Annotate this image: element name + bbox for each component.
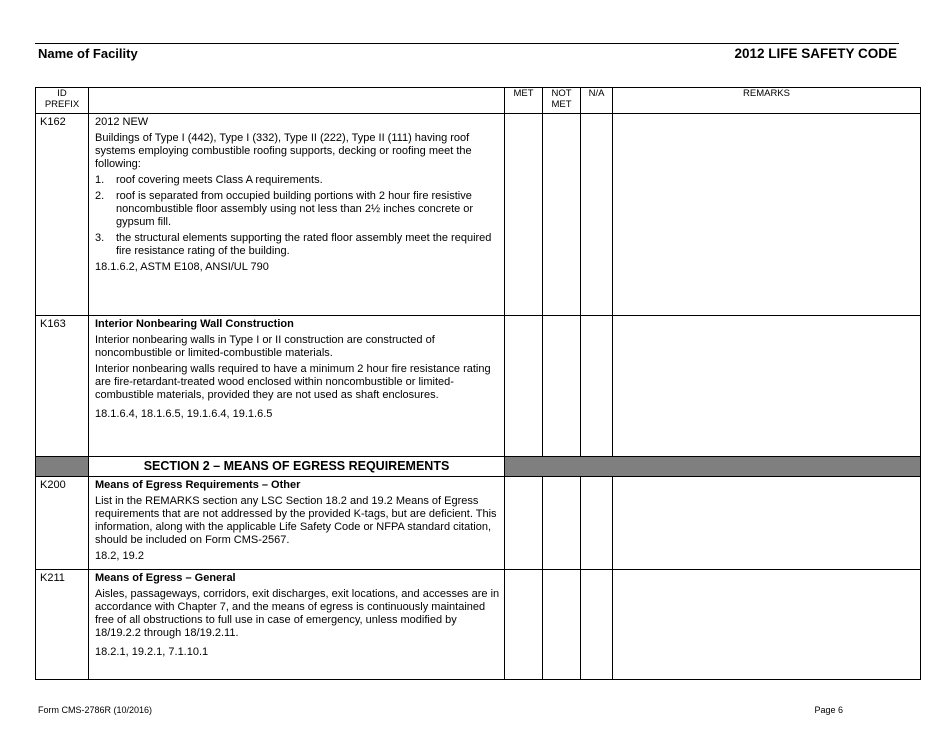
header-rule [35,43,899,44]
col-met: MET [505,88,543,114]
table-row-k200 [36,477,921,570]
section-shade-left [36,457,89,477]
col-na: N/A [581,88,613,114]
list-item [95,174,500,187]
tag-k211: K211 [40,572,65,584]
k211-title: Means of Egress – General [95,572,236,584]
na-cell[interactable] [581,570,613,680]
page-number: Page 6 [814,705,843,715]
k200-paragraph: List in the REMARKS section any LSC Section 18.2 and 19.2 Means of Egress requirements that are not addressed by the provided K-tags, but are deficient. This information, along with the applicable Life Safety Code or NFPA standard citation, should be included on Form CMS-2567. [95,495,497,546]
k162-requirements-list [95,174,500,258]
item-number: 3. [95,232,105,244]
na-cell[interactable] [581,114,613,316]
tag-k200: K200 [40,479,66,491]
section-header-row [36,457,921,477]
tag-cell [36,570,89,680]
k211-paragraph: Aisles, passageways, corridors, exit discharges, exit locations, and accesses are in accordance with Chapter 7, and the means of egress is continuously maintained free of all obstructions to full use in case of emergency, unless modified by 18/19.2.2 through 18/19.2.11. [95,588,500,639]
k163-references: 18.1.6.4, 18.1.6.5, 19.1.6.4, 19.1.6.5 [95,408,273,420]
k200-title: Means of Egress Requirements – Other [95,479,301,491]
tag-cell [36,316,89,457]
section-shade-right [505,457,921,477]
met-cell[interactable] [505,477,543,570]
na-cell[interactable] [581,316,613,457]
description-cell [89,114,505,316]
table-row-k162 [36,114,921,316]
table-header-row [36,88,921,114]
remarks-cell[interactable] [613,570,921,680]
description-cell [89,570,505,680]
col-description [89,88,505,114]
col-id-line1: ID [57,88,67,99]
survey-table [35,87,921,680]
col-id-prefix [36,88,89,114]
list-item [95,190,500,229]
col-remarks: REMARKS [613,88,921,114]
k163-paragraph-2: Interior nonbearing walls required to have a minimum 2 hour fire resistance rating are fire-retardant-treated wood enclosed within noncombustible or limited-combustible materials, provided they are not used as shaft enclosures. [95,363,491,401]
k211-references: 18.2.1, 19.2.1, 7.1.10.1 [95,646,209,658]
tag-cell [36,114,89,316]
description-cell [89,316,505,457]
tag-k162: K162 [40,116,66,128]
facility-name-label: Name of Facility [38,46,138,61]
form-id-footer: Form CMS-2786R (10/2016) [38,705,153,715]
col-not-met-line2: MET [551,99,572,110]
code-title: 2012 LIFE SAFETY CODE [734,46,897,61]
item-text: roof covering meets Class A requirements. [116,174,323,186]
k163-title: Interior Nonbearing Wall Construction [95,318,294,330]
not-met-cell[interactable] [543,316,581,457]
remarks-cell[interactable] [613,114,921,316]
item-number: 2. [95,190,105,202]
col-not-met [543,88,581,114]
remarks-cell[interactable] [613,316,921,457]
met-cell[interactable] [505,316,543,457]
k162-title: 2012 NEW [95,116,149,128]
not-met-cell[interactable] [543,477,581,570]
k162-intro: Buildings of Type I (442), Type I (332), Type II (222), Type II (111) having roof systems employing combustible roofing supports, decking or roofing meet the following: [95,132,472,170]
item-number: 1. [95,174,105,186]
met-cell[interactable] [505,114,543,316]
met-cell[interactable] [505,570,543,680]
not-met-cell[interactable] [543,114,581,316]
item-text: roof is separated from occupied building portions with 2 hour fire resistive noncombustible floor assembly using not less than 2½ inches concrete or gypsum fill. [116,190,474,228]
section-title: SECTION 2 – MEANS OF EGRESS REQUIREMENTS [89,457,505,477]
table-row-k163 [36,316,921,457]
na-cell[interactable] [581,477,613,570]
tag-cell [36,477,89,570]
remarks-cell[interactable] [613,477,921,570]
k200-references: 18.2, 19.2 [95,550,144,562]
not-met-cell[interactable] [543,570,581,680]
k163-paragraph-1: Interior nonbearing walls in Type I or II construction are constructed of noncombustible or limited-combustible materials. [95,334,435,359]
col-not-met-line1: NOT [551,88,572,99]
k162-references: 18.1.6.2, ASTM E108, ANSI/UL 790 [95,261,269,273]
table-row-k211 [36,570,921,680]
list-item [95,232,500,258]
description-cell [89,477,505,570]
tag-k163: K163 [40,318,66,330]
col-id-line2: PREFIX [44,99,80,110]
item-text: the structural elements supporting the rated floor assembly meet the required fire resistance rating of the building. [116,232,492,257]
